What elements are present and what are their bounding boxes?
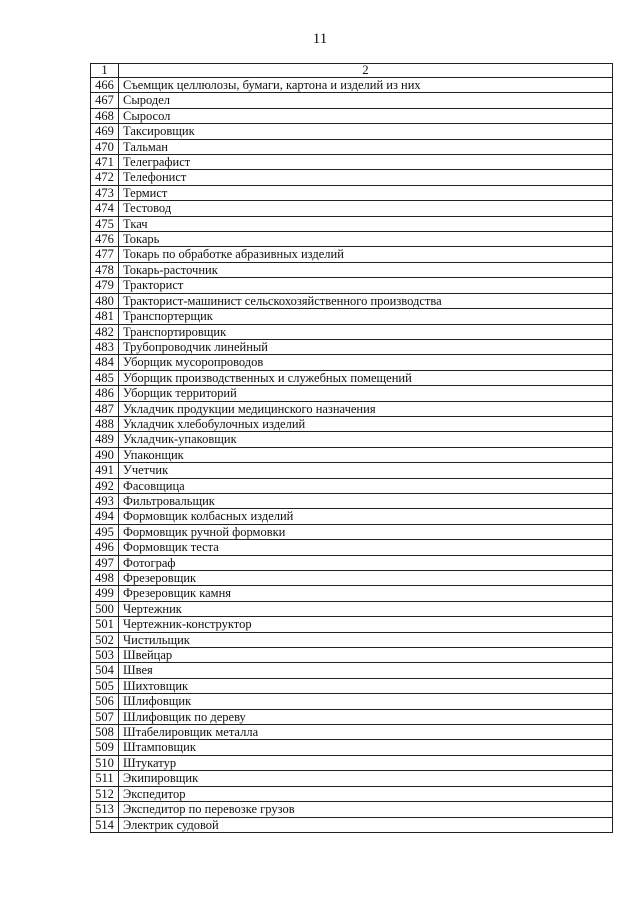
table-row (91, 493, 613, 508)
occupation-name: Чертежник (119, 601, 613, 616)
occupation-name: Сыросол (119, 108, 613, 123)
table-row (91, 339, 613, 354)
row-number: 488 (91, 416, 119, 431)
table-row (91, 247, 613, 262)
row-number: 472 (91, 170, 119, 185)
occupation-name: Транспортерщик (119, 309, 613, 324)
table-row (91, 509, 613, 524)
table-row (91, 370, 613, 385)
row-number: 466 (91, 78, 119, 93)
row-number: 467 (91, 93, 119, 108)
row-number: 477 (91, 247, 119, 262)
occupation-name: Съемщик целлюлозы, бумаги, картона и изделий из них (119, 78, 613, 93)
occupation-name: Формовщик колбасных изделий (119, 509, 613, 524)
table-row (91, 802, 613, 817)
row-number: 511 (91, 771, 119, 786)
occupation-name: Экспедитор (119, 786, 613, 801)
row-number: 502 (91, 632, 119, 647)
table-row (91, 632, 613, 647)
occupation-name: Фрезеровщик камня (119, 586, 613, 601)
occupation-name: Укладчик продукции медицинского назначения (119, 401, 613, 416)
table-row (91, 293, 613, 308)
table-row (91, 447, 613, 462)
row-number: 509 (91, 740, 119, 755)
table-row (91, 755, 613, 770)
occupation-name: Экипировщик (119, 771, 613, 786)
occupation-name: Фрезеровщик (119, 571, 613, 586)
row-number: 473 (91, 185, 119, 200)
occupation-name: Трубопроводчик линейный (119, 339, 613, 354)
row-number: 483 (91, 339, 119, 354)
occupation-name: Тальман (119, 139, 613, 154)
occupation-name: Тракторист-машинист сельскохозяйственного производства (119, 293, 613, 308)
table-row (91, 571, 613, 586)
table-row (91, 555, 613, 570)
row-number: 468 (91, 108, 119, 123)
table-row (91, 170, 613, 185)
occupation-name: Уборщик производственных и служебных помещений (119, 370, 613, 385)
occupation-name: Токарь-расточник (119, 262, 613, 277)
occupation-name: Фильтровальщик (119, 493, 613, 508)
table-row (91, 725, 613, 740)
row-number: 478 (91, 262, 119, 277)
table-row (91, 740, 613, 755)
table-row (91, 786, 613, 801)
row-number: 474 (91, 201, 119, 216)
column-header-number: 1 (91, 64, 119, 78)
occupation-name: Штамповщик (119, 740, 613, 755)
occupation-name: Упаконщик (119, 447, 613, 462)
row-number: 491 (91, 463, 119, 478)
row-number: 480 (91, 293, 119, 308)
occupation-name: Тракторист (119, 278, 613, 293)
row-number: 490 (91, 447, 119, 462)
occupation-name: Термист (119, 185, 613, 200)
row-number: 486 (91, 386, 119, 401)
table-row (91, 463, 613, 478)
table-row (91, 155, 613, 170)
row-number: 484 (91, 355, 119, 370)
occupation-name: Фотограф (119, 555, 613, 570)
occupation-name: Сыродел (119, 93, 613, 108)
table-row (91, 709, 613, 724)
table-row (91, 601, 613, 616)
occupation-name: Токарь по обработке абразивных изделий (119, 247, 613, 262)
occupation-name: Уборщик мусоропроводов (119, 355, 613, 370)
occupation-name: Телеграфист (119, 155, 613, 170)
row-number: 510 (91, 755, 119, 770)
row-number: 508 (91, 725, 119, 740)
table-row (91, 586, 613, 601)
occupations-table (90, 63, 613, 833)
row-number: 497 (91, 555, 119, 570)
occupation-name: Учетчик (119, 463, 613, 478)
table-row (91, 185, 613, 200)
table-row (91, 416, 613, 431)
column-header-name: 2 (119, 64, 613, 78)
row-number: 501 (91, 617, 119, 632)
table-row (91, 694, 613, 709)
occupation-name: Ткач (119, 216, 613, 231)
row-number: 489 (91, 432, 119, 447)
occupation-name: Тестовод (119, 201, 613, 216)
row-number: 512 (91, 786, 119, 801)
table-row (91, 278, 613, 293)
table-row (91, 524, 613, 539)
table-row (91, 817, 613, 832)
table-row (91, 432, 613, 447)
occupation-name: Укладчик хлебобулочных изделий (119, 416, 613, 431)
table-row (91, 216, 613, 231)
occupation-name: Шлифовщик по дереву (119, 709, 613, 724)
occupation-name: Телефонист (119, 170, 613, 185)
page-number: 11 (312, 31, 328, 47)
table-row (91, 93, 613, 108)
occupation-name: Таксировщик (119, 124, 613, 139)
row-number: 500 (91, 601, 119, 616)
row-number: 470 (91, 139, 119, 154)
table-row (91, 78, 613, 93)
row-number: 514 (91, 817, 119, 832)
row-number: 495 (91, 524, 119, 539)
occupation-name: Шлифовщик (119, 694, 613, 709)
row-number: 479 (91, 278, 119, 293)
occupation-name: Уборщик территорий (119, 386, 613, 401)
table-row (91, 201, 613, 216)
row-number: 513 (91, 802, 119, 817)
row-number: 482 (91, 324, 119, 339)
table-row (91, 401, 613, 416)
occupation-name: Шихтовщик (119, 678, 613, 693)
row-number: 493 (91, 493, 119, 508)
table-row (91, 355, 613, 370)
occupation-name: Штукатур (119, 755, 613, 770)
table-row (91, 648, 613, 663)
row-number: 507 (91, 709, 119, 724)
occupation-name: Экспедитор по перевозке грузов (119, 802, 613, 817)
row-number: 498 (91, 571, 119, 586)
row-number: 499 (91, 586, 119, 601)
table-row (91, 324, 613, 339)
occupation-name: Швейцар (119, 648, 613, 663)
row-number: 503 (91, 648, 119, 663)
table-row (91, 540, 613, 555)
occupation-name: Штабелировщик металла (119, 725, 613, 740)
row-number: 505 (91, 678, 119, 693)
occupation-name: Электрик судовой (119, 817, 613, 832)
occupation-name: Чертежник-конструктор (119, 617, 613, 632)
table-row (91, 124, 613, 139)
occupation-name: Формовщик теста (119, 540, 613, 555)
occupation-name: Формовщик ручной формовки (119, 524, 613, 539)
row-number: 469 (91, 124, 119, 139)
occupation-name: Токарь (119, 232, 613, 247)
table-row (91, 478, 613, 493)
table-row (91, 139, 613, 154)
row-number: 494 (91, 509, 119, 524)
occupation-name: Швея (119, 663, 613, 678)
table-row (91, 663, 613, 678)
occupation-name: Транспортировщик (119, 324, 613, 339)
row-number: 506 (91, 694, 119, 709)
table-row (91, 309, 613, 324)
occupation-name: Чистильщик (119, 632, 613, 647)
table-row (91, 678, 613, 693)
row-number: 485 (91, 370, 119, 385)
row-number: 492 (91, 478, 119, 493)
occupation-name: Укладчик-упаковщик (119, 432, 613, 447)
row-number: 476 (91, 232, 119, 247)
table-row (91, 386, 613, 401)
row-number: 504 (91, 663, 119, 678)
row-number: 496 (91, 540, 119, 555)
row-number: 475 (91, 216, 119, 231)
row-number: 481 (91, 309, 119, 324)
table-row (91, 771, 613, 786)
row-number: 471 (91, 155, 119, 170)
row-number: 487 (91, 401, 119, 416)
occupation-name: Фасовщица (119, 478, 613, 493)
table-row (91, 232, 613, 247)
table-header-row (91, 64, 613, 78)
table-row (91, 617, 613, 632)
table-row (91, 108, 613, 123)
table-row (91, 262, 613, 277)
